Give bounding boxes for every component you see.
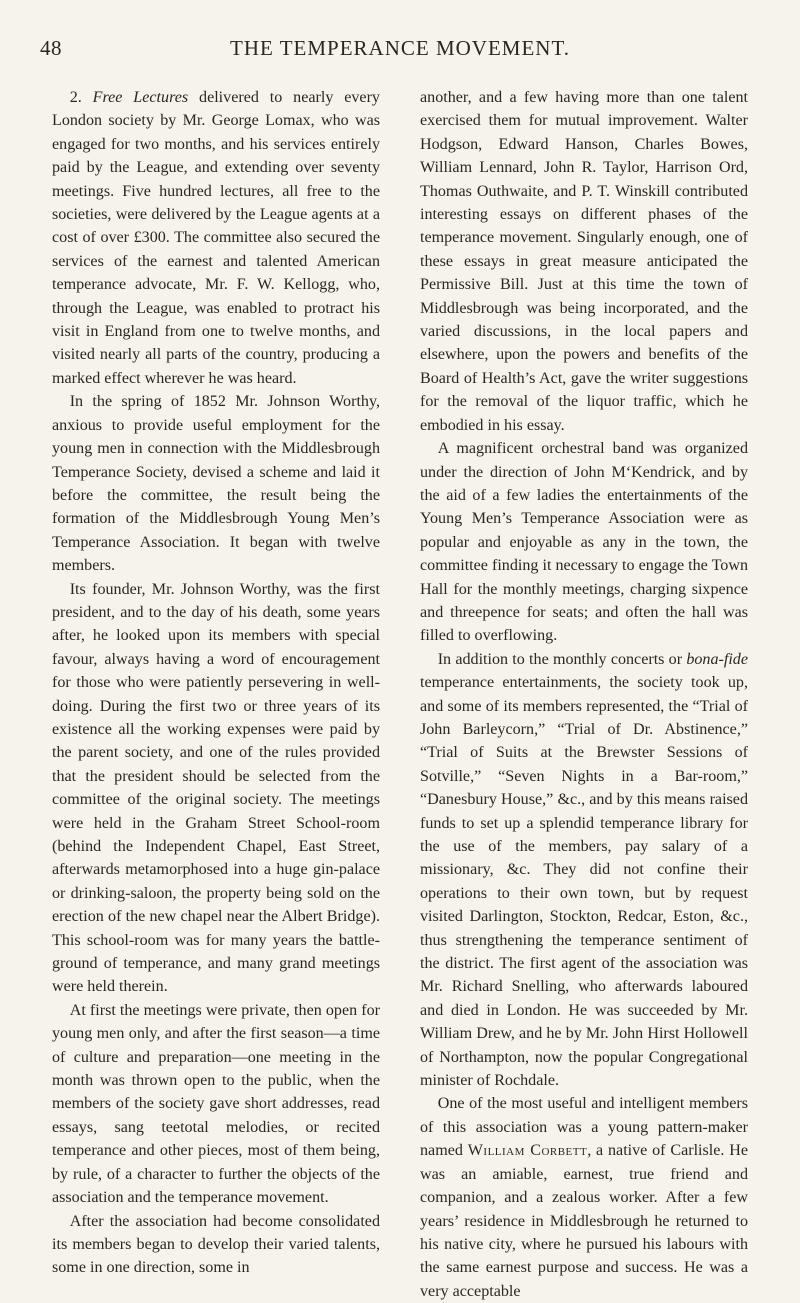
page-header (40, 36, 760, 66)
paragraph-text: One of the most useful and intelligent members of this association was a young pattern-maker named (420, 1095, 748, 1160)
section-heading: Free Lectures (92, 89, 189, 106)
paragraph-text: , a native of Carlisle. He was an amiable, earnest, true friend and companion, and a zealous worker. After a few years’ residence in Middlesbrough he returned to his native city, where he pursued his labours with the same earnest purpose and success. He was a very acceptable (420, 1142, 748, 1300)
paragraph-meetings: At first the meetings were private, then open for young men only, and after the first season—a time of culture and preparation—one meeting in the month was thrown open to the public, when the members of the society gave short addresses, read essays, sang teetotal melodies, or recited temperance and other pieces, most of them being, by rule, of a character to further the objects of the association and the temperance movement. (52, 1001, 380, 1207)
running-title: THE TEMPERANCE MOVEMENT. (230, 36, 570, 60)
paragraph-text: temperance entertainments, the society took up, and some of its members represented, the “Trial of John Barleycorn,” “Trial of Dr. Abstinence,” “Trial of Suits at the Brewster Sessions of Sotville,” “Seven Nights in a Bar-room,” “Danesbury House,” &c., and by this means raised funds to set up a splendid temperance library for the use of the members, pay salary of a missionary, &c. They did not confine their operations to their own town, but by request visited Darlington, Stockton, Redcar, Eston, &c., thus strengthening the temperance sentiment of the district. The first agent of the association was Mr. Richard Snelling, who afterwards laboured and died in London. He was succeeded by Mr. William Drew, and he by Mr. John Hirst Hollowell of Northampton, now the popular Congregational minister of Rochdale. (420, 674, 748, 1090)
page-number: 48 (40, 36, 62, 60)
paragraph-text: In addition to the monthly concerts or (437, 650, 683, 668)
paragraph-entertainments (420, 648, 748, 1093)
section-number: 2. (69, 89, 82, 106)
paragraph-text: delivered to nearly every London society by Mr. George Lomax, who was engaged for two months, and his services entirely paid by the League, and extending over seventy meetings. Five hundred lectures, all free to the societies, were delivered by the League agents at a cost of over £300. The committee also secured the services of the earnest and talented American temperance advocate, Mr. F. W. Kellogg, who, through the League, was enabled to protract his visit in England from one to twelve months, and visited nearly all parts of the country, producing a marked effect wherever he was heard. (52, 89, 380, 387)
paragraph-free-lectures (52, 86, 380, 390)
paragraph-essays: another, and a few having more than one talent exercised them for mutual improvement. Walter Hodgson, Edward Hanson, Charles Bowes, William Lennard, John R. Taylor, Harrison Ord, Thomas Outhwaite, and P. T. Winskill contributed interesting essays on different phases of the temperance movement. Singularly enough, one of these essays in great measure anticipated the Permissive Bill. Just at this time the town of Middlesbrough was being incorporated, and the varied discussions, in the local papers and elsewhere, upon the powers and benefits of the Board of Health’s Act, gave the writer suggestions for the removal of the liquor traffic, which he embodied in his essay. (420, 89, 748, 434)
person-name: William Corbett (467, 1142, 588, 1160)
paragraph-orchestral-band: A magnificent orchestral band was organized under the direction of John M‘Kendrick, and by the aid of a few ladies the entertainments of the Young Men’s Temperance Association were as popular and enjoyable as any in the town, the committee finding it necessary to engage the Town Hall for the monthly meetings, charging sixpence and threepence for seats; and often the hall was filled to overflowing. (420, 440, 748, 645)
paragraph-founder: Its founder, Mr. Johnson Worthy, was the first president, and to the day of his death, some years after, he looked upon its members with special favour, always having a word of encouragement for those who were patiently persevering in well-doing. During the first two or three years of its existence all the working expenses were paid by the parent society, and one of the rules provided that the president should be selected from the committee of the original society. The meetings were held in the Graham Street School-room (behind the Independent Chapel, East Street, afterwards metamorphosed into a huge gin-palace or drinking-saloon, the property being sold on the erection of the new chapel near the Albert Bridge). This school-room was for many years the battle-ground of temperance, and many grand meetings were held therein. (52, 580, 380, 996)
italic-term: bona-fide (686, 650, 748, 668)
left-column (52, 86, 380, 1280)
paragraph-william-corbett (420, 1092, 748, 1303)
paragraph-talents: After the association had become consolidated its members began to develop their varied talents, some in one direction, some in (52, 1212, 380, 1277)
right-column (420, 86, 748, 1303)
paragraph-johnson-worthy-scheme: In the spring of 1852 Mr. Johnson Worthy, anxious to provide useful employment for the young men in connection with the Middlesbrough Temperance Society, devised a scheme and laid it before the committee, the result being the formation of the Middlesbrough Young Men’s Temperance Association. It began with twelve members. (52, 393, 380, 575)
